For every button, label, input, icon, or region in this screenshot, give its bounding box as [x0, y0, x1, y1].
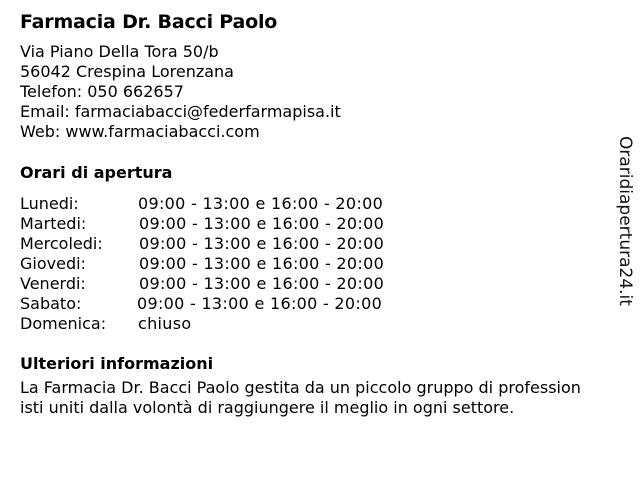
time-range: 09:00 - 13:00 e 16:00 - 20:00 [139, 214, 385, 233]
time-range: 09:00 - 13:00 e 16:00 - 20:00 [139, 254, 385, 273]
hours-row-venerdi [20, 274, 610, 294]
day-label: Martedi: [20, 214, 87, 233]
site-watermark [612, 136, 636, 312]
hours-row-martedi [20, 214, 610, 234]
hours-row-lunedi [20, 194, 610, 214]
day-label: Lunedi: [20, 194, 79, 213]
day-label: Sabato: [20, 294, 82, 313]
email-text: Email: farmaciabacci@federfarmapisa.it [20, 102, 341, 121]
web-text: Web: www.farmaciabacci.com [20, 122, 260, 141]
hours-row-domenica [20, 314, 610, 334]
phone-text: Telefon: 050 662657 [20, 82, 184, 101]
address-block [20, 42, 610, 142]
more-info-heading: Ulteriori informazioni [20, 354, 214, 373]
description-block [20, 378, 610, 418]
time-range: 09:00 - 13:00 e 16:00 - 20:00 [138, 194, 384, 213]
time-range: chiuso [138, 314, 192, 333]
watermark-text: Oraridiapertura24.it [615, 136, 635, 306]
opening-hours-heading: Orari di apertura [20, 163, 173, 182]
hours-row-mercoledi [20, 234, 610, 254]
day-label: Mercoledi: [20, 234, 103, 253]
description-line: La Farmacia Dr. Bacci Paolo gestita da un piccolo gruppo di profession [20, 378, 581, 397]
hours-row-giovedi [20, 254, 610, 274]
page-title: Farmacia Dr. Bacci Paolo [20, 11, 278, 33]
postal-city: 56042 Crespina Lorenzana [20, 62, 234, 81]
street-address: Via Piano Della Tora 50/b [20, 42, 219, 61]
day-label: Venerdi: [20, 274, 86, 293]
time-range: 09:00 - 13:00 e 16:00 - 20:00 [139, 274, 385, 293]
description-line: isti uniti dalla volontà di raggiungere il meglio in ogni settore. [20, 398, 515, 417]
time-range: 09:00 - 13:00 e 16:00 - 20:00 [137, 294, 383, 313]
day-label: Giovedi: [20, 254, 86, 273]
hours-row-sabato [20, 294, 610, 314]
time-range: 09:00 - 13:00 e 16:00 - 20:00 [139, 234, 385, 253]
opening-hours-table [20, 194, 610, 334]
day-label: Domenica: [20, 314, 107, 333]
pharmacy-card [20, 10, 610, 418]
